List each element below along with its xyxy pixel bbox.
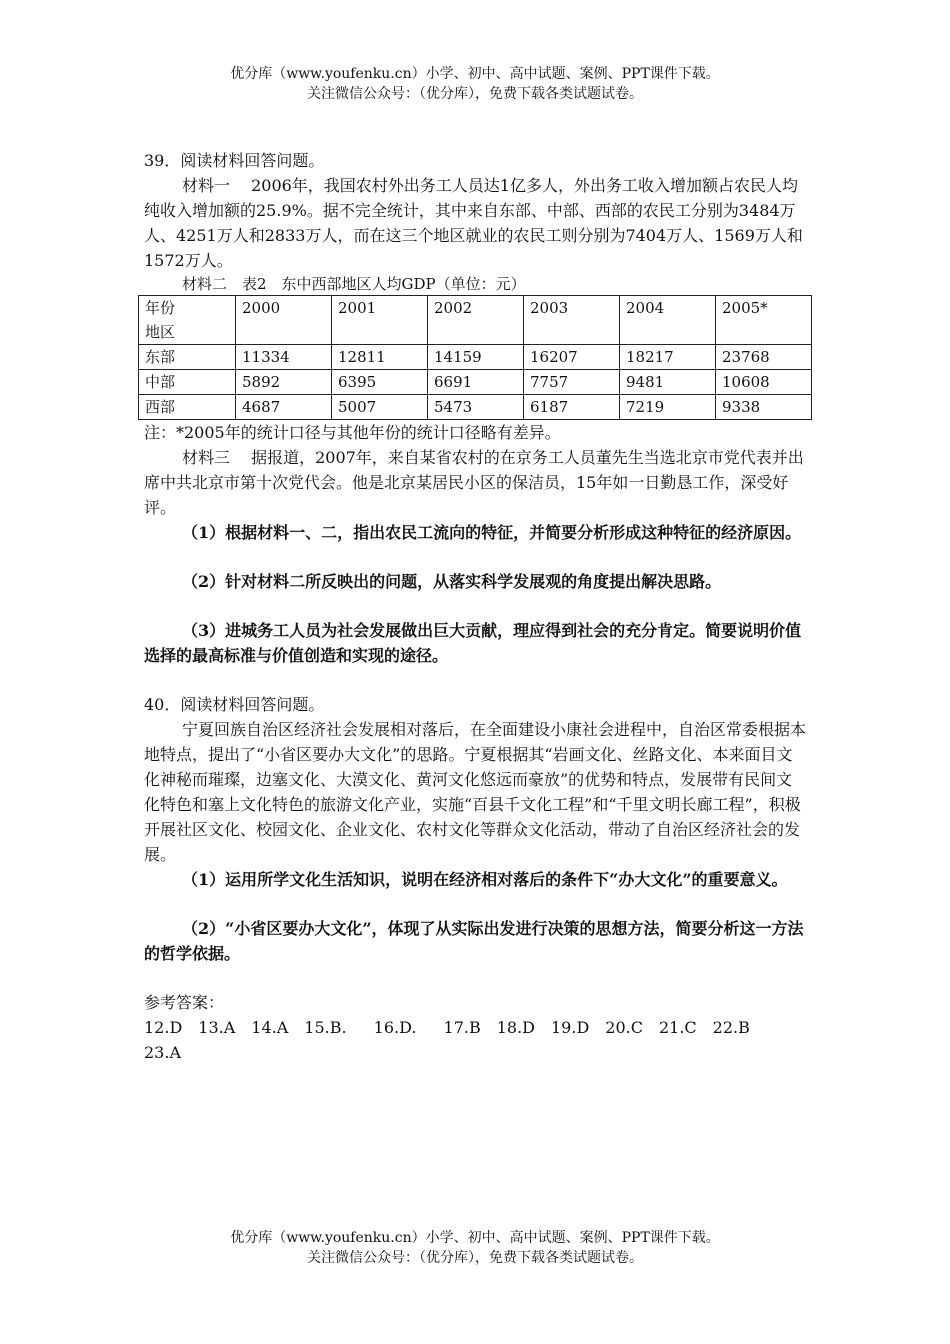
value-cell: 11334: [236, 345, 332, 370]
year-cell: 2004: [620, 296, 716, 345]
value-cell: 5892: [236, 370, 332, 395]
year-cell: 2003: [524, 296, 620, 345]
region-cell: 中部: [139, 370, 236, 395]
table-row: [139, 395, 812, 420]
value-cell: 18217: [620, 345, 716, 370]
year-cell: 2002: [428, 296, 524, 345]
table-corner-cell: [139, 296, 236, 345]
header-year-label: 年份: [145, 299, 176, 317]
year-cell: 2005*: [716, 296, 812, 345]
q39-question-1: （1）根据材料一、二，指出农民工流向的特征，并简要分析形成这种特征的经济原因。: [182, 523, 802, 542]
q39-question-2: （2）针对材料二所反映出的问题，从落实科学发展观的角度提出解决思路。: [182, 572, 722, 591]
header-region-label: 地区: [145, 323, 176, 341]
value-cell: 12811: [332, 345, 428, 370]
q39-table-caption: 材料二 表2 东中西部地区人均GDP（单位：元）: [182, 275, 526, 293]
value-cell: 6395: [332, 370, 428, 395]
value-cell: 10608: [716, 370, 812, 395]
q40-question-2: （2）“小省区要办大文化”，体现了从实际出发进行决策的思想方法，简要分析这一方法的哲学依据。: [144, 919, 804, 963]
table-row: [139, 345, 812, 370]
page-footer: [0, 1228, 950, 1268]
year-cell: 2001: [332, 296, 428, 345]
q39-material-1: 材料一 2006年，我国农村外出务工人员达1亿多人，外出务工收入增加额占农民人均纯收入增加额的25.9%。据不完全统计，其中来自东部、中部、西部的农民工分别为3484万人、4251万人和2833万人，而在这三个地区就业的农民工则分别为7404万人、1569万人和1572万人。: [144, 176, 803, 270]
region-cell: 西部: [139, 395, 236, 420]
q39-title: 39．阅读材料回答问题。: [144, 151, 325, 170]
region-cell: 东部: [139, 345, 236, 370]
value-cell: 5007: [332, 395, 428, 420]
q40-title: 40．阅读材料回答问题。: [144, 695, 325, 714]
q40-question-1: （1）运用所学文化生活知识，说明在经济相对落后的条件下“办大文化”的重要意义。: [182, 870, 788, 889]
gdp-table: [138, 295, 812, 420]
value-cell: 5473: [428, 395, 524, 420]
header-line-1: 优分库（www.youfenku.cn）小学、初中、高中试题、案例、PPT课件下载。: [230, 66, 720, 82]
answers-line-2: 23.A: [144, 1043, 181, 1062]
table-row: [139, 370, 812, 395]
year-cell: 2000: [236, 296, 332, 345]
value-cell: 7757: [524, 370, 620, 395]
value-cell: 9338: [716, 395, 812, 420]
value-cell: 23768: [716, 345, 812, 370]
document-body: [144, 148, 806, 1065]
value-cell: 9481: [620, 370, 716, 395]
answers-title: 参考答案：: [144, 993, 225, 1012]
value-cell: 4687: [236, 395, 332, 420]
header-line-2: 关注微信公众号：（优分库），免费下载各类试题试卷。: [307, 86, 643, 102]
table-header-row: [139, 296, 812, 345]
answers-line-1: 12.D 13.A 14.A 15.B. 16.D. 17.B 18.D 19.D 20.C 21.C 22.B: [144, 1018, 750, 1037]
footer-line-1: 优分库（www.youfenku.cn）小学、初中、高中试题、案例、PPT课件下载。: [230, 1230, 720, 1246]
value-cell: 14159: [428, 345, 524, 370]
value-cell: 6691: [428, 370, 524, 395]
q39-material-3: 材料三 据报道，2007年，来自某省农村的在京务工人员董先生当选北京市党代表并出席中共北京市第十次党代会。他是北京某居民小区的保洁员，15年如一日勤恳工作，深受好评。: [144, 448, 804, 517]
value-cell: 7219: [620, 395, 716, 420]
page-header: [0, 64, 950, 104]
q40-material: 宁夏回族自治区经济社会发展相对落后，在全面建设小康社会进程中，自治区常委根据本地特点，提出了“小省区要办大文化”的思路。宁夏根据其“岩画文化、丝路文化、本来面目文化神秘而璀璨，边塞文化、大漠文化、黄河文化悠远而豪放”的优势和特点，发展带有民间文化特色和塞上文化特色的旅游文化产业，实施“百县千文化工程”和“千里文明长廊工程”，积极开展社区文化、校园文化、企业文化、农村文化等群众文化活动，带动了自治区经济社会的发展。: [144, 720, 807, 864]
footer-line-2: 关注微信公众号：（优分库），免费下载各类试题试卷。: [307, 1250, 643, 1266]
value-cell: 16207: [524, 345, 620, 370]
q39-question-3: （3）进城务工人员为社会发展做出巨大贡献，理应得到社会的充分肯定。简要说明价值选择的最高标准与价值创造和实现的途径。: [144, 621, 802, 665]
value-cell: 6187: [524, 395, 620, 420]
q39-table-note: 注：*2005年的统计口径与其他年份的统计口径略有差异。: [144, 423, 561, 442]
